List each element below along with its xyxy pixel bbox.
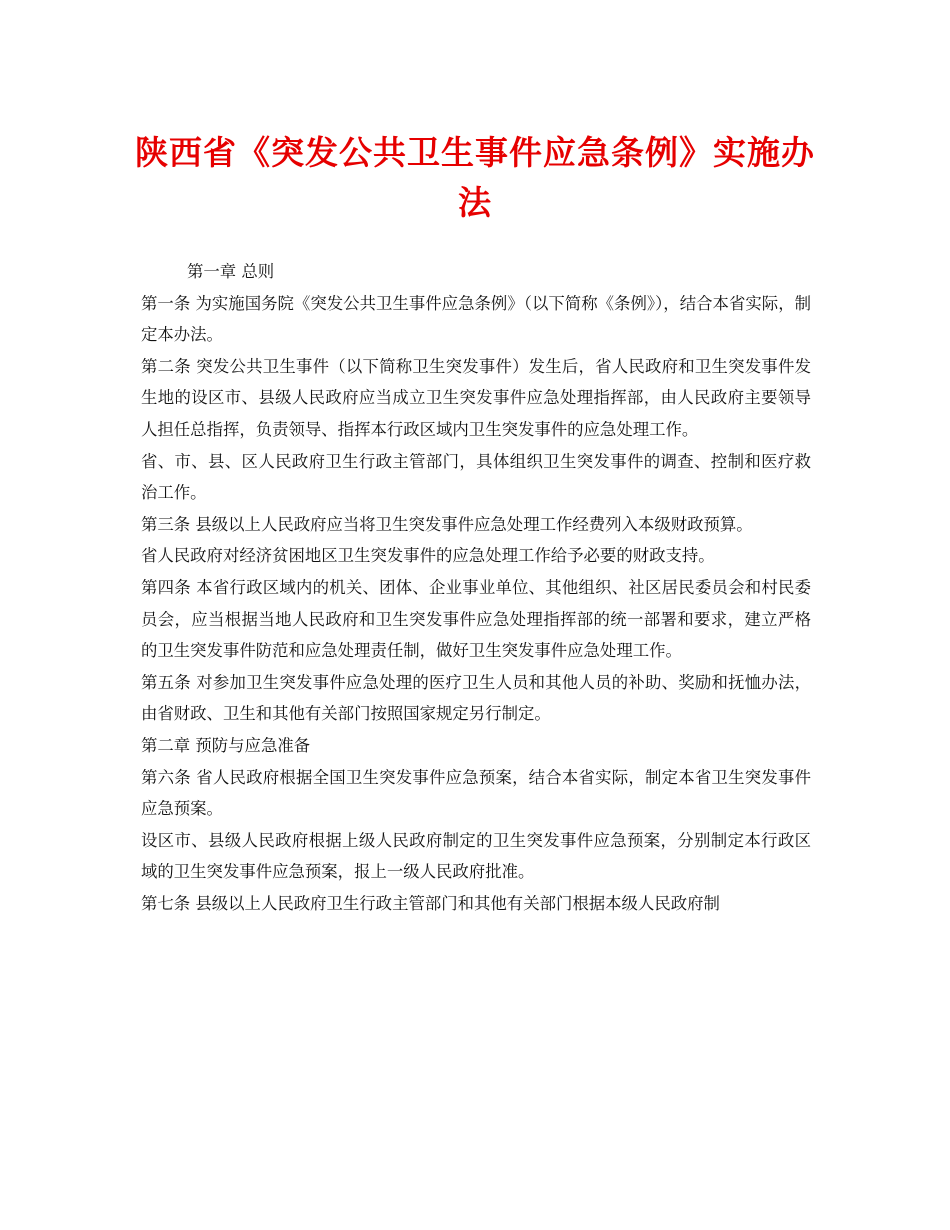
article-2: 第二条 突发公共卫生事件（以下简称卫生突发事件）发生后，省人民政府和卫生突发事件发生地的设区市、县级人民政府应当成立卫生突发事件应急处理指挥部，由人民政府主要领导人担任总指挥，负责领导、指挥本行政区域内卫生突发事件的应急处理工作。: [141, 356, 811, 439]
article-5: 第五条 对参加卫生突发事件应急处理的医疗卫生人员和其他人员的补助、奖励和抚恤办法，由省财政、卫生和其他有关部门按照国家规定另行制定。: [141, 672, 811, 724]
article-6: 第六条 省人民政府根据全国卫生突发事件应急预案，结合本省实际，制定本省卫生突发事件应急预案。: [141, 767, 811, 819]
article-3-clause-2: 省人民政府对经济贫困地区卫生突发事件的应急处理工作给予必要的财政支持。: [141, 546, 715, 566]
article-1: 第一条 为实施国务院《突发公共卫生事件应急条例》（以下简称《条例》），结合本省实际，制定本办法。: [141, 293, 811, 345]
document-body: [141, 256, 811, 919]
article-4: 第四条 本省行政区域内的机关、团体、企业事业单位、其他组织、社区居民委员会和村民委员会，应当根据当地人民政府和卫生突发事件应急处理指挥部的统一部署和要求，建立严格的卫生突发事件防范和应急处理责任制，做好卫生突发事件应急处理工作。: [141, 577, 811, 661]
article-2-clause-2: 省、市、县、区人民政府卫生行政主管部门，具体组织卫生突发事件的调查、控制和医疗救治工作。: [141, 451, 811, 503]
document-title: 陕西省《突发公共卫生事件应急条例》实施办法: [135, 133, 815, 222]
article-3: 第三条 县级以上人民政府应当将卫生突发事件应急处理工作经费列入本级财政预算。: [141, 514, 753, 534]
article-6-clause-2: 设区市、县级人民政府根据上级人民政府制定的卫生突发事件应急预案，分别制定本行政区域的卫生突发事件应急预案，报上一级人民政府批准。: [141, 830, 811, 882]
chapter-heading-1: 第一章 总则: [187, 262, 275, 281]
chapter-heading-2: 第二章 预防与应急准备: [141, 735, 311, 755]
article-7: 第七条 县级以上人民政府卫生行政主管部门和其他有关部门根据本级人民政府制: [141, 893, 720, 913]
